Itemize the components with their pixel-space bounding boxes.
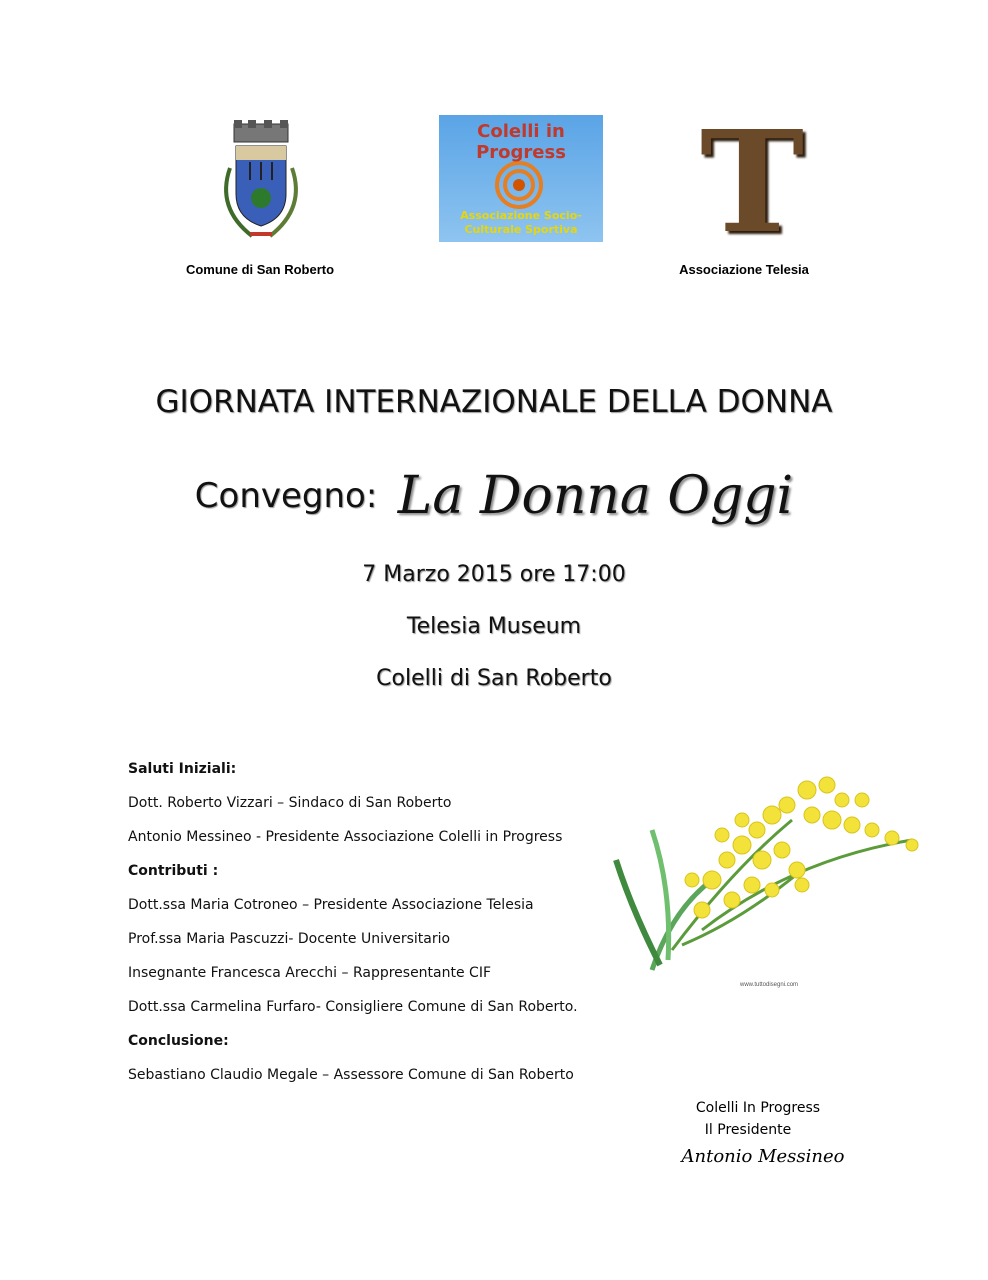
convegno-line: [0, 466, 988, 536]
program-section-heading: Saluti Iniziali:: [128, 761, 237, 777]
colelli-logo-subtitle: Associazione Socio-Culturale Sportiva: [460, 209, 582, 236]
event-place: Colelli di San Roberto: [376, 666, 612, 691]
mimosa-credit: www.tuttodisegni.com: [740, 982, 799, 988]
program-item: Sebastiano Claudio Megale – Assessore Comune di San Roberto: [128, 1067, 574, 1083]
comune-caption: Comune di San Roberto: [185, 262, 335, 277]
convegno-label: Convegno:: [194, 476, 378, 516]
program-item: Insegnante Francesca Arecchi – Rappresentante CIF: [128, 965, 492, 981]
signature-role: Il Presidente: [704, 1122, 792, 1138]
program-item: Antonio Messineo - Presidente Associazione Colelli in Progress: [128, 829, 563, 845]
event-title: GIORNATA INTERNAZIONALE DELLA DONNA: [155, 384, 833, 420]
program-item: Dott. Roberto Vizzari – Sindaco di San Roberto: [128, 795, 452, 811]
convegno-name: La Donna Oggi: [397, 466, 794, 526]
program-section-heading: Contributi :: [128, 863, 219, 879]
event-date: 7 Marzo 2015 ore 17:00: [362, 562, 626, 587]
colelli-in-progress-logo: [439, 115, 603, 242]
telesia-logo: T: [700, 101, 805, 265]
signature-org: Colelli In Progress: [695, 1100, 821, 1116]
program-list: [128, 760, 588, 1100]
comune-coat-of-arms: [212, 118, 310, 246]
program-item: Dott.ssa Maria Cotroneo – Presidente Associazione Telesia: [128, 897, 534, 913]
program-section-heading: Conclusione:: [128, 1033, 229, 1049]
colelli-logo-title: Colelli in Progress: [476, 121, 566, 163]
telesia-caption: Associazione Telesia: [679, 262, 809, 277]
mimosa-illustration: [612, 760, 932, 990]
signature-name: Antonio Messineo: [681, 1146, 845, 1167]
event-venue: Telesia Museum: [406, 614, 582, 639]
program-item: Dott.ssa Carmelina Furfaro- Consigliere Comune di San Roberto.: [128, 999, 578, 1015]
program-item: Prof.ssa Maria Pascuzzi- Docente Universitario: [128, 931, 451, 947]
